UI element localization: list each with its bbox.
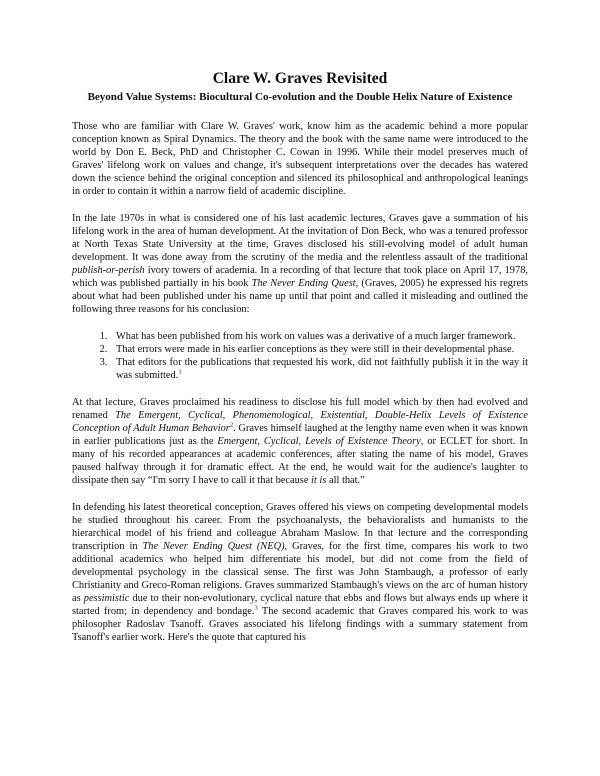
list-item: 3. That editors for the publications that requested his work, did not faithfully publish it in the way it was submitted.$^1$ <box>110 356 528 382</box>
footnote-ref: 3 <box>254 604 258 612</box>
footnote-ref: 1 <box>178 368 182 376</box>
list-item: 2. That errors were made in his earlier conceptions as they were still in their developmental phase. <box>110 343 528 356</box>
model-short-name: Emergent, Cyclical, Levels of Existence Theory <box>217 436 421 447</box>
emphasis: it is <box>311 475 327 486</box>
list-item: 1. What has been published from his work on values was a derivative of a much larger framework. <box>110 330 528 343</box>
emphasis: pessimistic <box>83 593 130 604</box>
paragraph-2: In the late 1970s in what is considered one of his last academic lectures, Graves gave a summation of his lifelong work in the area of human development. At the invitation of Don Beck, who was a tenured professor at North Texas State University at the time, Graves disclosed his still-evolving model of adult human development. It was done away from the scrutiny of the media and the relentless assault of the traditional publish-or-perish ivory towers of academia. In a recording of that lecture that took place on April 17, 1978, which was published partially in his book The Never Ending Quest, (Graves, 2005) he expressed his regrets about what had been published under his name up until that point and called it misleading and outlined the following three reasons for his conclusion: <box>72 213 528 315</box>
paragraph-4: In defending his latest theoretical conception, Graves offered his views on competing developmental models he studied throughout his career. From the psychoanalysts, the behavioralists and humanists to the hierarchical model of his friend and colleague Abraham Maslow. In that lecture and the corresponding transcription in The Never Ending Quest (NEQ), Graves, for the first time, compares his work to two additional academics who helped him differentiate his model, but did not come from the field of developmental psychology in the classical sense. The first was John Stambaugh, a professor of early Christianity and Greco-Roman religions. Graves summarized Stambaugh's views on the arc of human history as pessimistic due to their non-evolutionary, cyclical nature that ebbs and flows but always ends up where it started from; in dependency and bondage.$^3$ The second academic that Graves compared his work to was philosopher Radoslav Tsanoff. Graves associated his lifelong findings with a summary statement from Tsanoff's earlier work. Here's the quote that captured his <box>72 502 529 643</box>
book-title: The Never Ending Quest (NEQ) <box>142 541 285 552</box>
reasons-list <box>72 330 528 382</box>
book-title: The Never Ending Quest, <box>251 278 359 289</box>
footnote-ref: 2 <box>229 421 234 429</box>
document-title: Clare W. Graves Revisited <box>212 70 388 87</box>
paragraph-1: Those who are familiar with Clare W. Graves' work, know him as the academic behind a more popular conception known as Spiral Dynamics. The theory and the book with the same name were introduced to the world by Don E. Beck, PhD and Christopher C. Cowan in 1996. While their model preserves much of Graves' lifelong work on values and change, it's subsequent interpretations over the decades has watered down the science behind the original conception and silenced its philosophical and anthropological leanings in order to contain it within a narrow field of academic discipline. <box>72 121 528 197</box>
model-name: The Emergent, Cyclical, Phenomenological, Existential, Double-Helix Levels of Existence Conception of Adult Human Behavior <box>72 410 528 434</box>
document-subtitle: Beyond Value Systems: Biocultural Co-evolution and the Double Helix Nature of Existence <box>87 91 513 103</box>
paragraph-3: At that lecture, Graves proclaimed his readiness to disclose his full model which by then had evolved and renamed The Emergent, Cyclical, Phenomenological, Existential, Double-Helix Levels of Existence Conception of Adult Human Behavior$^2$. Graves himself laughed at the lengthy name even when it was known in earlier publications just as the Emergent, Cyclical, Levels of Existence Theory, or ECLET for short. In many of his recorded appearances at academic conferences, after stating the name of his model, Graves paused halfway through it for dramatic effect. At the end, he would wait for the audience's laughter to dissipate then say “I'm sorry I have to call it that because it is all that.” <box>72 397 528 486</box>
emphasis: publish-or-perish <box>72 265 145 276</box>
